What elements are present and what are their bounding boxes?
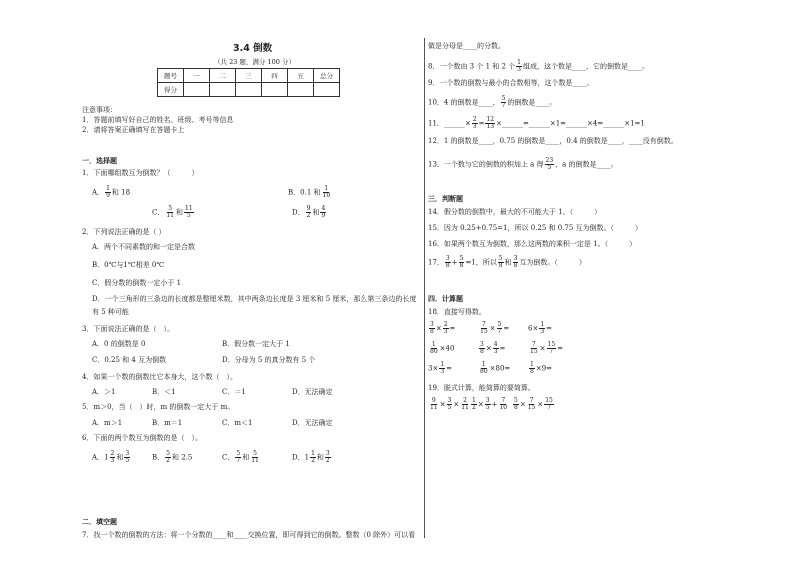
score-cell: 二 (210, 69, 236, 83)
question-14: 14．假分数的倒数中，最大的不可能大于 1。（ ） (428, 208, 602, 216)
calc-item: $\frac{3}{8}$ × $\frac{2}{3}$ = (430, 321, 456, 335)
score-cell (262, 83, 288, 97)
section-heading: 三．判断题 (428, 195, 463, 203)
score-cell: 题号 (158, 69, 184, 83)
question-1: 1．下面哪组数互为倒数？（ ） (82, 169, 199, 177)
score-cell (210, 83, 236, 97)
section-heading: 一．选择题 (82, 157, 117, 165)
page-subtitle: （共 23 题，满分 100 分） (214, 58, 295, 66)
q1-option-d: D． $\frac{9}{2}$ 和 $\frac{4}{9}$ (292, 205, 326, 219)
calc-item: 6× $\frac{1}{3}$ = (528, 321, 553, 335)
q2-option-d: D．一个三角形的三条边的长度都是整厘米数，其中两条边长度是 3 厘米和 5 厘米，那么第三条边的长度 (92, 295, 417, 303)
question-5: 5．m＞0，当（ ）时，m 的倒数一定大于 m。 (82, 403, 235, 411)
section-heading: 二．填空题 (82, 518, 117, 526)
q5-option: B．m＝1 (152, 419, 183, 427)
score-cell: 得分 (158, 83, 184, 97)
calc-item: $\frac{3}{8}$ × $\frac{4}{3}$ = (480, 341, 506, 355)
notice-item: 1．答题前填写好自己的姓名、班级、考号等信息 (82, 116, 234, 124)
question-9: 9．一个数的倒数与最小的合数相等，这个数是____。 (428, 79, 594, 87)
question-15: 15．因为 0.25+0.75=1，所以 0.25 和 0.75 互为倒数。（ ） (428, 224, 643, 232)
question-16: 16．如果两个数互为倒数，那么这两数的乘积一定是 1。（ ） (428, 240, 637, 248)
q6-option-d: D．1 $\frac{1}{2}$ 和 $\frac{3}{2}$ (292, 450, 330, 464)
section-heading: 四．计算题 (428, 295, 463, 303)
score-cell (184, 83, 210, 97)
notice-heading: 注意事项： (82, 106, 117, 114)
question-7: 7．找一个数的倒数的方法：将一个分数的____和____交换位置，即可得到它的倒数。整数（0 除外）可以看 (82, 531, 416, 539)
question-11: 11．______× $\frac{2}{3}$ = $\frac{12}{13}$ ×______=______×1=______×4=______×1=1 (428, 116, 645, 130)
q4-option: B．＜1 (152, 388, 176, 396)
calc-item: $\frac{7}{15}$ × $\frac{15}{7}$ = (530, 341, 564, 355)
score-cell: 五 (288, 69, 314, 83)
calc-item: $\frac{1}{80}$ ×80= (480, 361, 511, 375)
q2-option-b: B．0℃与1℃相差 0℃ (92, 261, 165, 269)
calc-item: $\frac{1}{80}$ ×40 (430, 341, 455, 355)
q6-option-b: B． $\frac{5}{2}$ 和 2.5 (152, 450, 193, 464)
score-cell (314, 83, 340, 97)
score-cell (288, 83, 314, 97)
q5-option: C．m＜1 (222, 419, 253, 427)
q3-option-c: C．0.25 和 4 互为倒数 (92, 356, 167, 364)
question-7-cont: 做是分母是____的分数。 (428, 42, 505, 50)
calc-expression: $\frac{9}{11}$ × $\frac{3}{5}$ × $\frac{2}{11}$ (430, 397, 469, 411)
q1-option-b: B．0.1 和 $\frac{1}{10}$ (288, 185, 331, 199)
question-17: 17． $\frac{3}{8}$ + $\frac{5}{8}$ =1，所以 $\frac{5}{8}$ 和 $\frac{3}{8}$ 互为倒数。（ ） (428, 255, 586, 269)
q2-option-a: A．两个不同素数的和一定是合数 (92, 243, 196, 251)
q2-option-c: C．假分数的倒数一定小于 1 (92, 279, 182, 287)
question-12: 12．1 的倒数是____，0.75 的倒数是____，0.4 的倒数是____，____没有倒数。 (428, 137, 678, 145)
score-cell: 总分 (314, 69, 340, 83)
question-3: 3．下面说法正确的是（ ）。 (82, 325, 174, 333)
question-13: 13．一个数与它的倒数的积加上 a 得 $\frac{23}{5}$ ，a 的倒数是____。 (428, 157, 618, 171)
q3-option-b: B．假分数一定大于 1 (222, 340, 290, 348)
calc-expression: $\frac{1}{2}$ × $\frac{3}{5}$ + $\frac{7}{10}$ (472, 397, 508, 411)
q2-option-d-cont: 有 5 种可能 (92, 308, 129, 316)
question-8: 8．一个数由 3 个 1 和 2 个 $\frac{1}{3}$ 组成，这个数是____，它的倒数是____。 (428, 59, 649, 73)
calc-item: 3× $\frac{1}{3}$ = (428, 361, 453, 375)
score-table-score-row (158, 83, 340, 97)
calc-item: $\frac{1}{8}$ ×9= (530, 361, 553, 375)
score-cell: 四 (262, 69, 288, 83)
q5-option: D．无法确定 (292, 419, 333, 427)
page-title: 3.4 倒数 (233, 43, 273, 54)
score-cell: 三 (236, 69, 262, 83)
score-cell (236, 83, 262, 97)
question-6: 6．下面的两个数互为倒数的是（ ）。 (82, 434, 202, 442)
q4-option: A．＞1 (92, 388, 116, 396)
q5-option: A．m＞1 (92, 419, 123, 427)
calc-expression: $\frac{5}{8}$ × $\frac{7}{15}$ × $\frac{15}{7}$ (514, 397, 553, 411)
question-4: 4．如果一个数的倒数比它本身大，这个数（ ）。 (82, 373, 237, 381)
q6-option-a: A．1 $\frac{2}{3}$ 和 $\frac{3}{5}$ (92, 450, 130, 464)
question-19: 19．脱式计算，能简算的要简算。 (428, 384, 535, 392)
q3-option-d: D．分母为 5 的真分数有 5 个 (222, 356, 316, 364)
score-table-header-row (158, 69, 340, 83)
q4-option: C．＝1 (222, 388, 246, 396)
q4-option: D．无法确定 (292, 388, 333, 396)
notice-item: 2．请将答案正确填写在答题卡上 (82, 126, 185, 134)
calc-item: $\frac{7}{15}$ × $\frac{5}{7}$ = (480, 321, 510, 335)
question-18: 18．直接写得数。 (428, 308, 486, 316)
q6-option-c: C． $\frac{5}{7}$ 和 $\frac{5}{11}$ (222, 450, 259, 464)
score-cell: 一 (184, 69, 210, 83)
q1-option-a: A． $\frac{1}{9}$ 和 18 (92, 185, 131, 199)
question-10: 10．4 的倒数是____， $\frac{5}{7}$ 的倒数是____。 (428, 95, 557, 109)
score-table (157, 68, 340, 97)
q1-option-c: C． $\frac{5}{11}$ 和 $\frac{11}{5}$ (152, 205, 193, 219)
question-2: 2．下列说法正确的是（ ） (82, 228, 166, 236)
column-divider (424, 38, 425, 538)
q3-option-a: A．0 的倒数是 0 (92, 340, 146, 348)
